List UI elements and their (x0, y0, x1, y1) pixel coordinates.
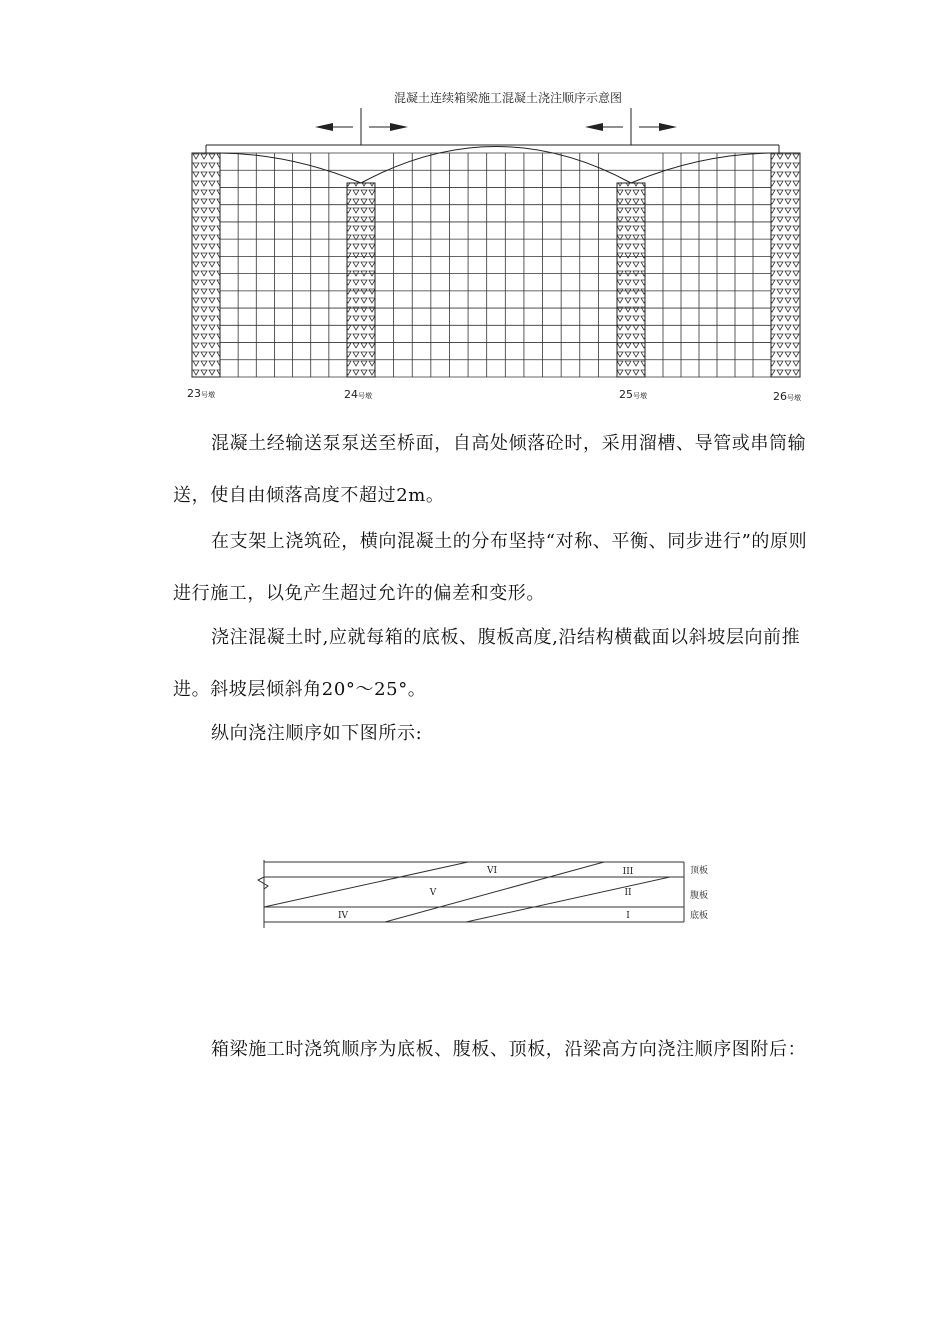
paragraph-pumping: 混凝土经输送泵泵送至桥面，自高处倾落砼时，采用溜槽、导管或串筒输送，使自由倾落高度不超过2m。 (173, 433, 807, 506)
arrow-right-25 (639, 123, 677, 131)
segment-4-label: IV (337, 911, 349, 921)
pour-sequence-diagram (0, 0, 950, 420)
layer-bottom-label: 底板 (690, 911, 709, 921)
paragraph-slope-layer: 浇注混凝土时,应就每箱的底板、腹板高度,沿结构横截面以斜坡层向前推进。斜坡层倾斜角20°～25°。 (173, 627, 801, 700)
segment-1-label: I (626, 911, 630, 921)
paragraph-box-girder-sequence: 箱梁施工时浇筑顺序为底板、腹板、顶板，沿梁高方向浇注顺序图附后： (211, 1039, 807, 1060)
paragraph-longitudinal-intro: 纵向浇注顺序如下图所示: (211, 723, 423, 744)
layer-web-label: 腹板 (690, 891, 709, 901)
pier-23-column (192, 153, 220, 377)
arrow-left-25 (585, 123, 623, 131)
segment-3-label: III (622, 867, 634, 877)
arrow-right-24 (369, 123, 408, 131)
paragraph-distribution: 在支架上浇筑砼，横向混凝土的分布坚持“对称、平衡、同步进行”的原则进行施工，以免产生超过允许的偏差和变形。 (173, 531, 808, 604)
segment-5-label: V (429, 888, 437, 898)
pier-24-column (347, 183, 375, 377)
pier-25-label: 25号墩 (619, 388, 647, 401)
pier-26-label: 26号墩 (773, 390, 801, 403)
pier-25-column (617, 183, 645, 377)
segment-6-label: VI (486, 866, 498, 876)
diagram-title: 混凝土连续箱梁施工混凝土浇注顺序示意图 (393, 91, 623, 105)
pier-26-column (771, 153, 800, 377)
arrow-left-24 (315, 123, 353, 131)
pier-23-label: 23号墩 (187, 387, 215, 400)
layer-top-label: 顶板 (690, 866, 709, 876)
pier-24-label: 24号墩 (344, 388, 372, 401)
beam-arch-outline (220, 147, 771, 184)
beam-grid (220, 153, 771, 377)
segment-2-label: II (624, 888, 632, 898)
